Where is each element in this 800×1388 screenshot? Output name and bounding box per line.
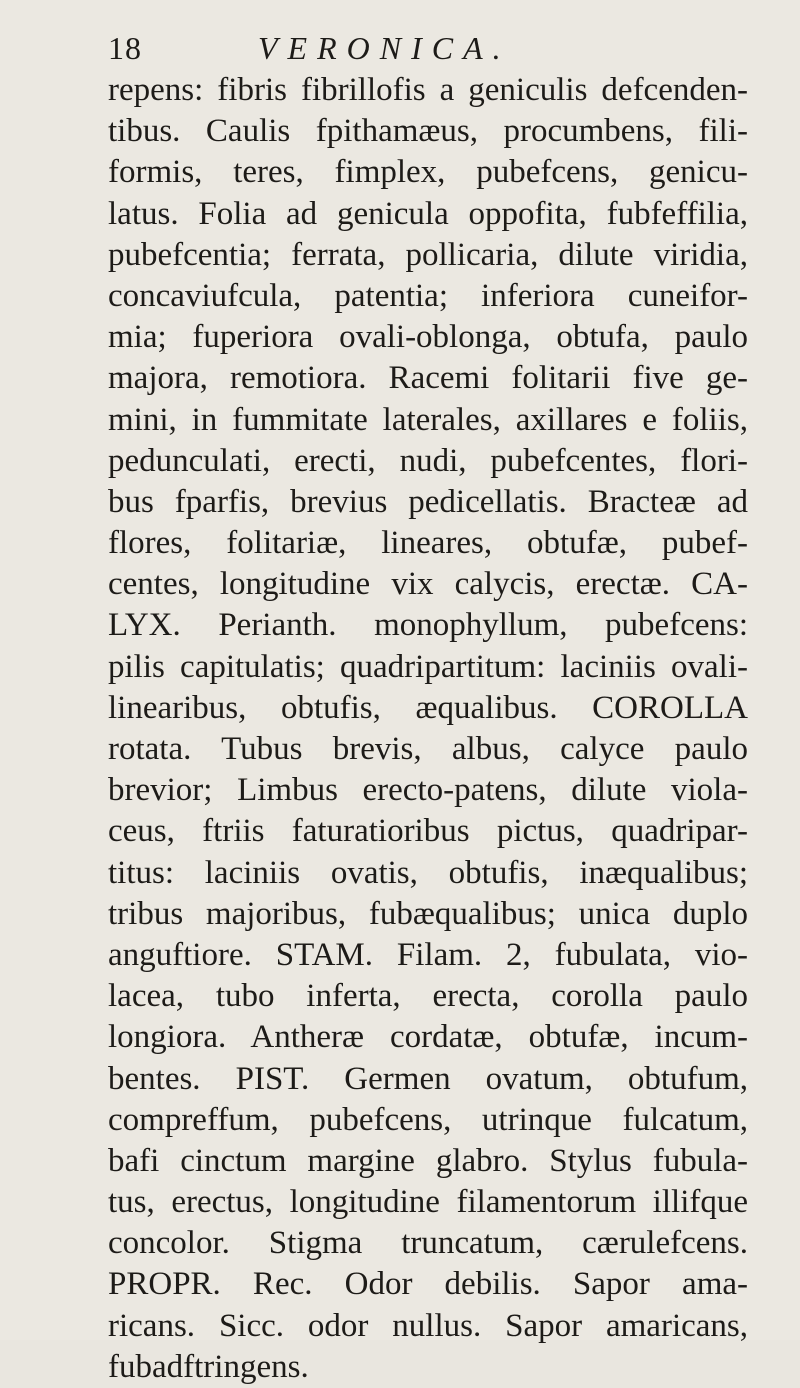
text-line: formis, teres, fimplex, pubefcens, genicu- (108, 154, 748, 191)
text-line: ceus, ftriis faturatioribus pictus, quadripar- (108, 813, 748, 850)
text-line: fubadftringens. (108, 1348, 309, 1385)
text-line: flores, folitariæ, lineares, obtufæ, pubef- (108, 525, 748, 562)
text-line: titus: laciniis ovatis, obtufis, inæqualibus; (108, 854, 748, 891)
text-line: anguftiore. STAM. Filam. 2, fubulata, vio- (108, 936, 748, 973)
running-head: VERONICA. (258, 30, 511, 66)
text-line: rotata. Tubus brevis, albus, calyce paulo (108, 731, 748, 767)
text-line: pilis capitulatis; quadripartitum: laciniis ovali- (108, 648, 748, 685)
text-line: centes, longitudine vix calycis, erectæ. CA- (108, 566, 748, 603)
text-line: concolor. Stigma truncatum, cærulefcens. (108, 1225, 748, 1262)
text-line: ricans. Sicc. odor nullus. Sapor amaricans, (108, 1307, 748, 1344)
text-line: bafi cinctum margine glabro. Stylus fubula- (108, 1142, 748, 1179)
text-line: majora, remotiora. Racemi folitarii five ge- (108, 360, 748, 397)
text-line: compreffum, pubefcens, utrinque fulcatum, (108, 1101, 748, 1138)
page-number: 18 (108, 30, 142, 66)
text-line: tibus. Caulis fpithamæus, procumbens, fili- (108, 113, 748, 150)
text-line: lacea, tubo inferta, erecta, corolla paulo (108, 978, 748, 1015)
text-line: brevior; Limbus erecto-patens, dilute viola- (108, 772, 748, 809)
text-line: pubefcentia; ferrata, pollicaria, dilute viridia, (108, 236, 748, 273)
body-text (108, 70, 748, 1388)
text-line: longiora. Antheræ cordatæ, obtufæ, incum- (108, 1019, 748, 1056)
text-line: linearibus, obtufis, æqualibus. COROLLA (108, 689, 748, 726)
text-line: pedunculati, erecti, nudi, pubefcentes, flori- (108, 442, 748, 479)
text-line: bus fparfis, brevius pedicellatis. Bracteæ ad (108, 483, 748, 520)
text-line: repens: fibris fibrillofis a geniculis defcenden- (108, 72, 748, 108)
text-line: tribus majoribus, fubæqualibus; unica duplo (108, 895, 748, 932)
text-line: mini, in fummitate laterales, axillares e foliis, (108, 401, 748, 438)
text-line: PROPR. Rec. Odor debilis. Sapor ama- (108, 1266, 748, 1303)
text-line: latus. Folia ad genicula oppofita, fubfeffilia, (108, 195, 748, 232)
text-line: mia; fuperiora ovali-oblonga, obtufa, paulo (108, 319, 748, 356)
text-line: LYX. Perianth. monophyllum, pubefcens: (108, 607, 748, 644)
text-line: bentes. PIST. Germen ovatum, obtufum, (108, 1060, 748, 1097)
text-line: concaviufcula, patentia; inferiora cuneifor- (108, 277, 748, 314)
text-line: tus, erectus, longitudine filamentorum illifque (108, 1184, 748, 1221)
